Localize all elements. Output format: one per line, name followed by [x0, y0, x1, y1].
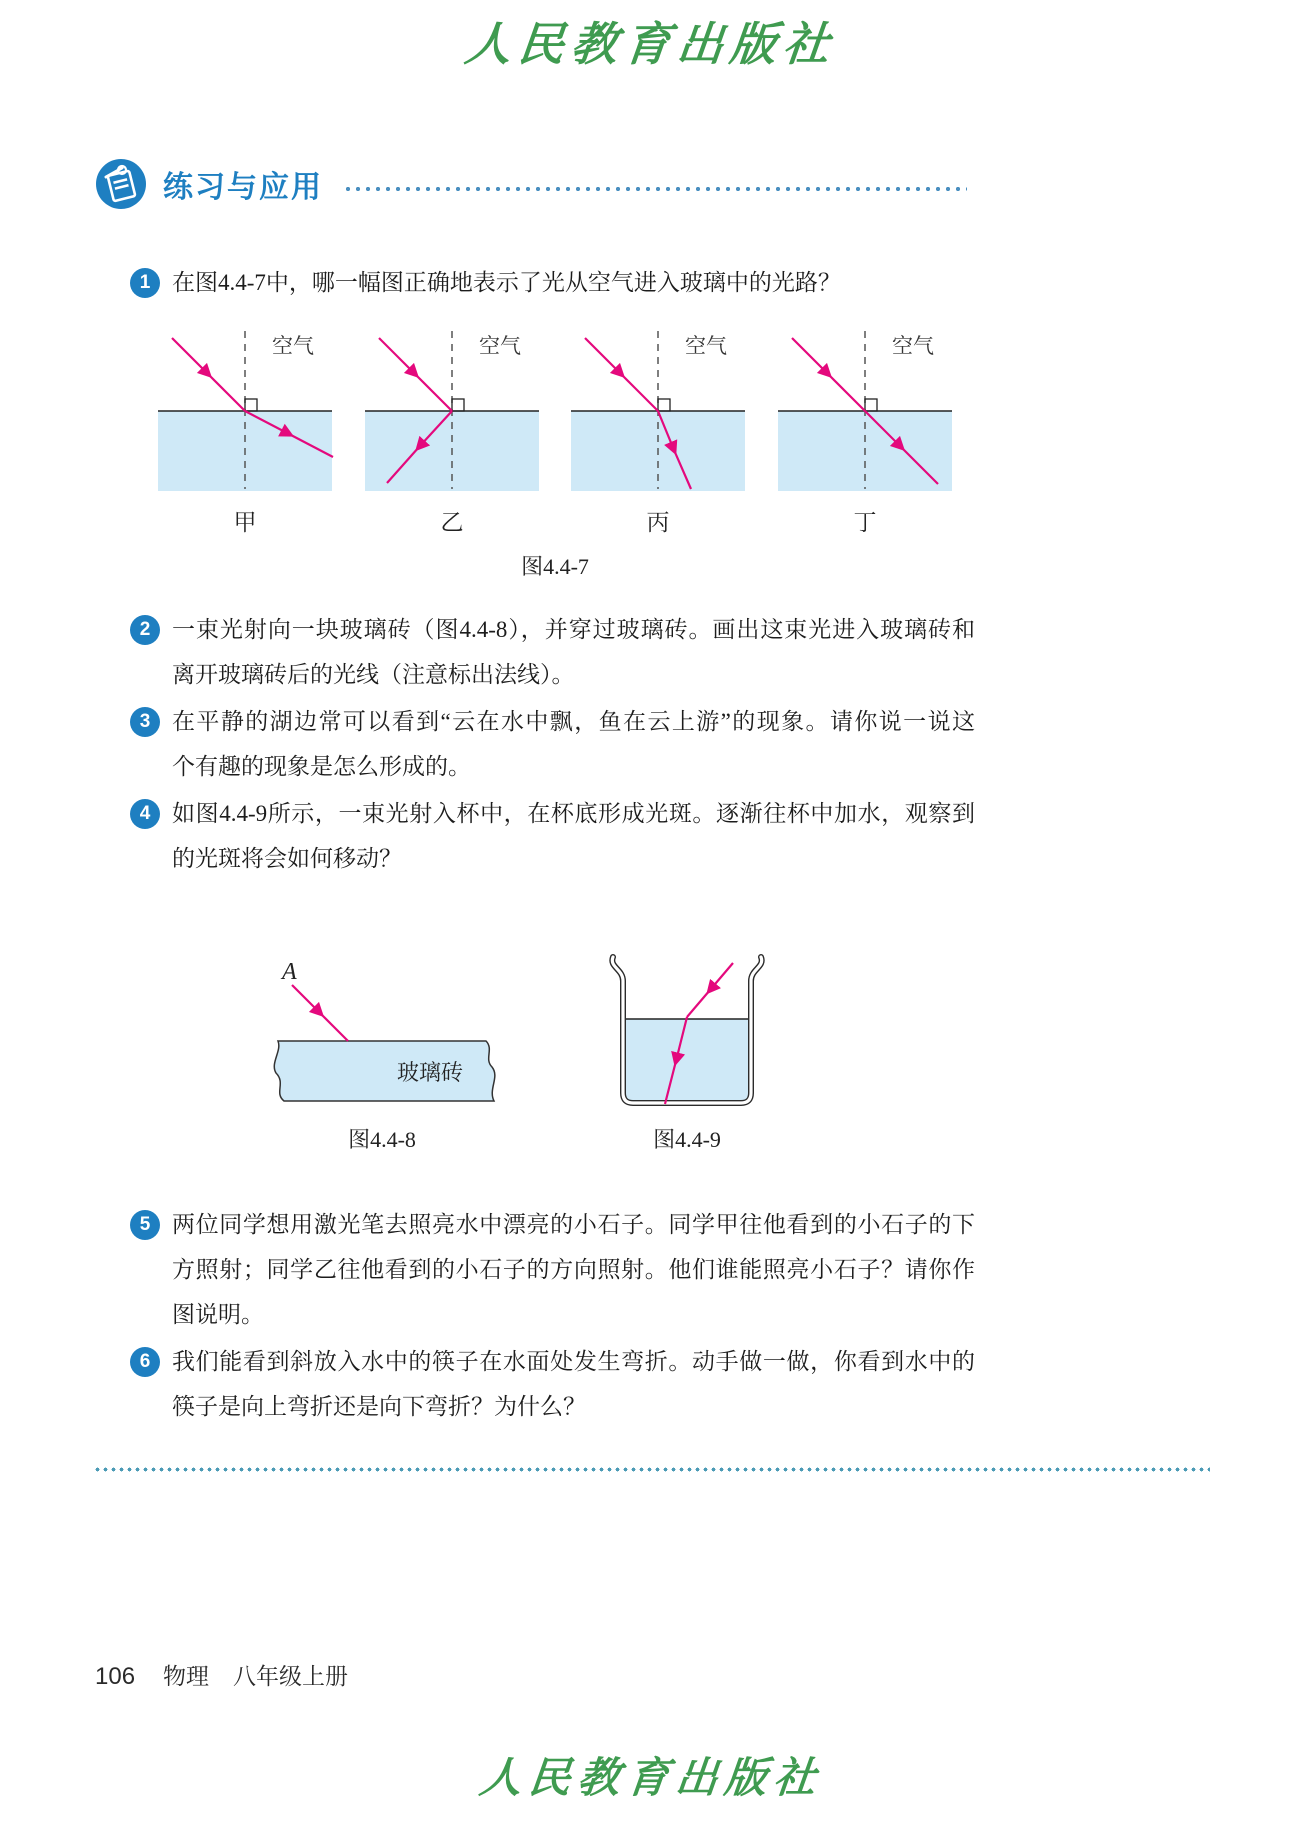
air-label: 空气 [891, 334, 934, 358]
dotted-separator [95, 1467, 1210, 1472]
footer-volume: 八年级上册 [233, 1664, 349, 1689]
variant-label: 丙 [646, 510, 670, 535]
question-5 [130, 1202, 975, 1337]
question-number-badge: 1 [130, 268, 160, 298]
question-line: 我们能看到斜放入水中的筷子在水面处发生弯折。动手做一做，你看到水中的 [172, 1349, 975, 1374]
question-number-badge: 4 [130, 799, 160, 829]
question-number-badge: 5 [130, 1210, 160, 1240]
publisher-logo-bottom: 人民教育出版社 [477, 1753, 826, 1802]
page-number: 106 [95, 1663, 136, 1690]
question-text [172, 260, 975, 305]
question-2 [130, 607, 975, 697]
incident-ray [585, 338, 658, 411]
question-line: 图说明。 [172, 1302, 264, 1327]
question-number-badge: 2 [130, 615, 160, 645]
dotted-leader [345, 186, 967, 192]
question-line: 离开玻璃砖后的光线（注意标出法线）。 [172, 662, 575, 687]
incident-ray [292, 985, 348, 1041]
air-label: 空气 [478, 334, 521, 358]
page-content [130, 260, 975, 881]
right-angle-mark [452, 399, 464, 411]
figure-4-4-9-caption: 图4.4-9 [653, 1127, 721, 1152]
right-angle-mark [658, 399, 670, 411]
diagram-jia [150, 321, 340, 536]
incident-ray [172, 338, 245, 411]
section-title: 练习与应用 [163, 171, 323, 204]
right-angle-mark [245, 399, 257, 411]
variant-label: 丁 [853, 510, 877, 535]
footer-subject: 物理 [163, 1664, 210, 1689]
question-number-badge: 3 [130, 707, 160, 737]
incident-ray [687, 963, 733, 1017]
variant-label: 乙 [440, 510, 464, 535]
question-4 [130, 791, 975, 881]
question-number-badge: 6 [130, 1347, 160, 1377]
page-footer [95, 1658, 1303, 1691]
figures-row [262, 953, 1303, 1113]
figure-4-4-9 [587, 953, 787, 1113]
figure-captions [262, 1113, 1303, 1154]
air-label: 空气 [685, 334, 728, 358]
right-angle-mark [865, 399, 877, 411]
question-text [172, 791, 975, 881]
section-header [95, 158, 967, 210]
figure-4-4-8-caption: 图4.4-8 [348, 1127, 416, 1152]
diagram-yi [357, 321, 547, 536]
diagram-ding [770, 321, 960, 536]
question-3 [130, 699, 975, 789]
glass-brick-label: 玻璃砖 [396, 1060, 464, 1085]
publisher-logo-top: 人民教育出版社 [462, 17, 840, 71]
figure-4-4-8 [262, 953, 502, 1113]
question-text [172, 1339, 975, 1429]
question-line: 的光斑将会如何移动？ [172, 846, 402, 871]
question-line: 两位同学想用激光笔去照亮水中漂亮的小石子。同学甲往他看到的小石子的下 [172, 1212, 975, 1237]
figure-4-4-7-diagrams [150, 321, 960, 536]
page-content-lower [130, 1202, 975, 1429]
air-label: 空气 [272, 334, 314, 358]
question-line: 在平静的湖边常可以看到“云在水中飘，鱼在云上游”的现象。请你说一说这 [172, 709, 975, 734]
incident-ray [379, 338, 452, 411]
variant-label: 甲 [233, 510, 257, 535]
figure-4-4-7 [150, 321, 960, 581]
question-line: 在图4.4-7中，哪一幅图正确地表示了光从空气进入玻璃中的光路？ [172, 270, 841, 295]
ray-label: A [282, 959, 297, 985]
question-line: 筷子是向上弯折还是向下弯折？为什么？ [172, 1394, 586, 1419]
incident-ray [792, 338, 865, 411]
diagram-bing [563, 321, 753, 536]
clipboard-icon [95, 158, 147, 210]
question-line: 方照射；同学乙往他看到的小石子的方向照射。他们谁能照亮小石子？请你作 [172, 1257, 975, 1282]
question-text [172, 699, 975, 789]
question-text [172, 607, 975, 697]
question-line: 如图4.4-9所示，一束光射入杯中，在杯底形成光斑。逐渐往杯中加水，观察到 [172, 801, 975, 826]
question-6 [130, 1339, 975, 1429]
question-line: 个有趣的现象是怎么形成的。 [172, 754, 471, 779]
water [626, 1019, 748, 1104]
question-text [172, 1202, 975, 1337]
question-line: 一束光射向一块玻璃砖（图4.4-8），并穿过玻璃砖。画出这束光进入玻璃砖和 [172, 617, 975, 642]
question-1 [130, 260, 975, 305]
figure-4-4-7-caption: 图4.4-7 [521, 554, 589, 579]
